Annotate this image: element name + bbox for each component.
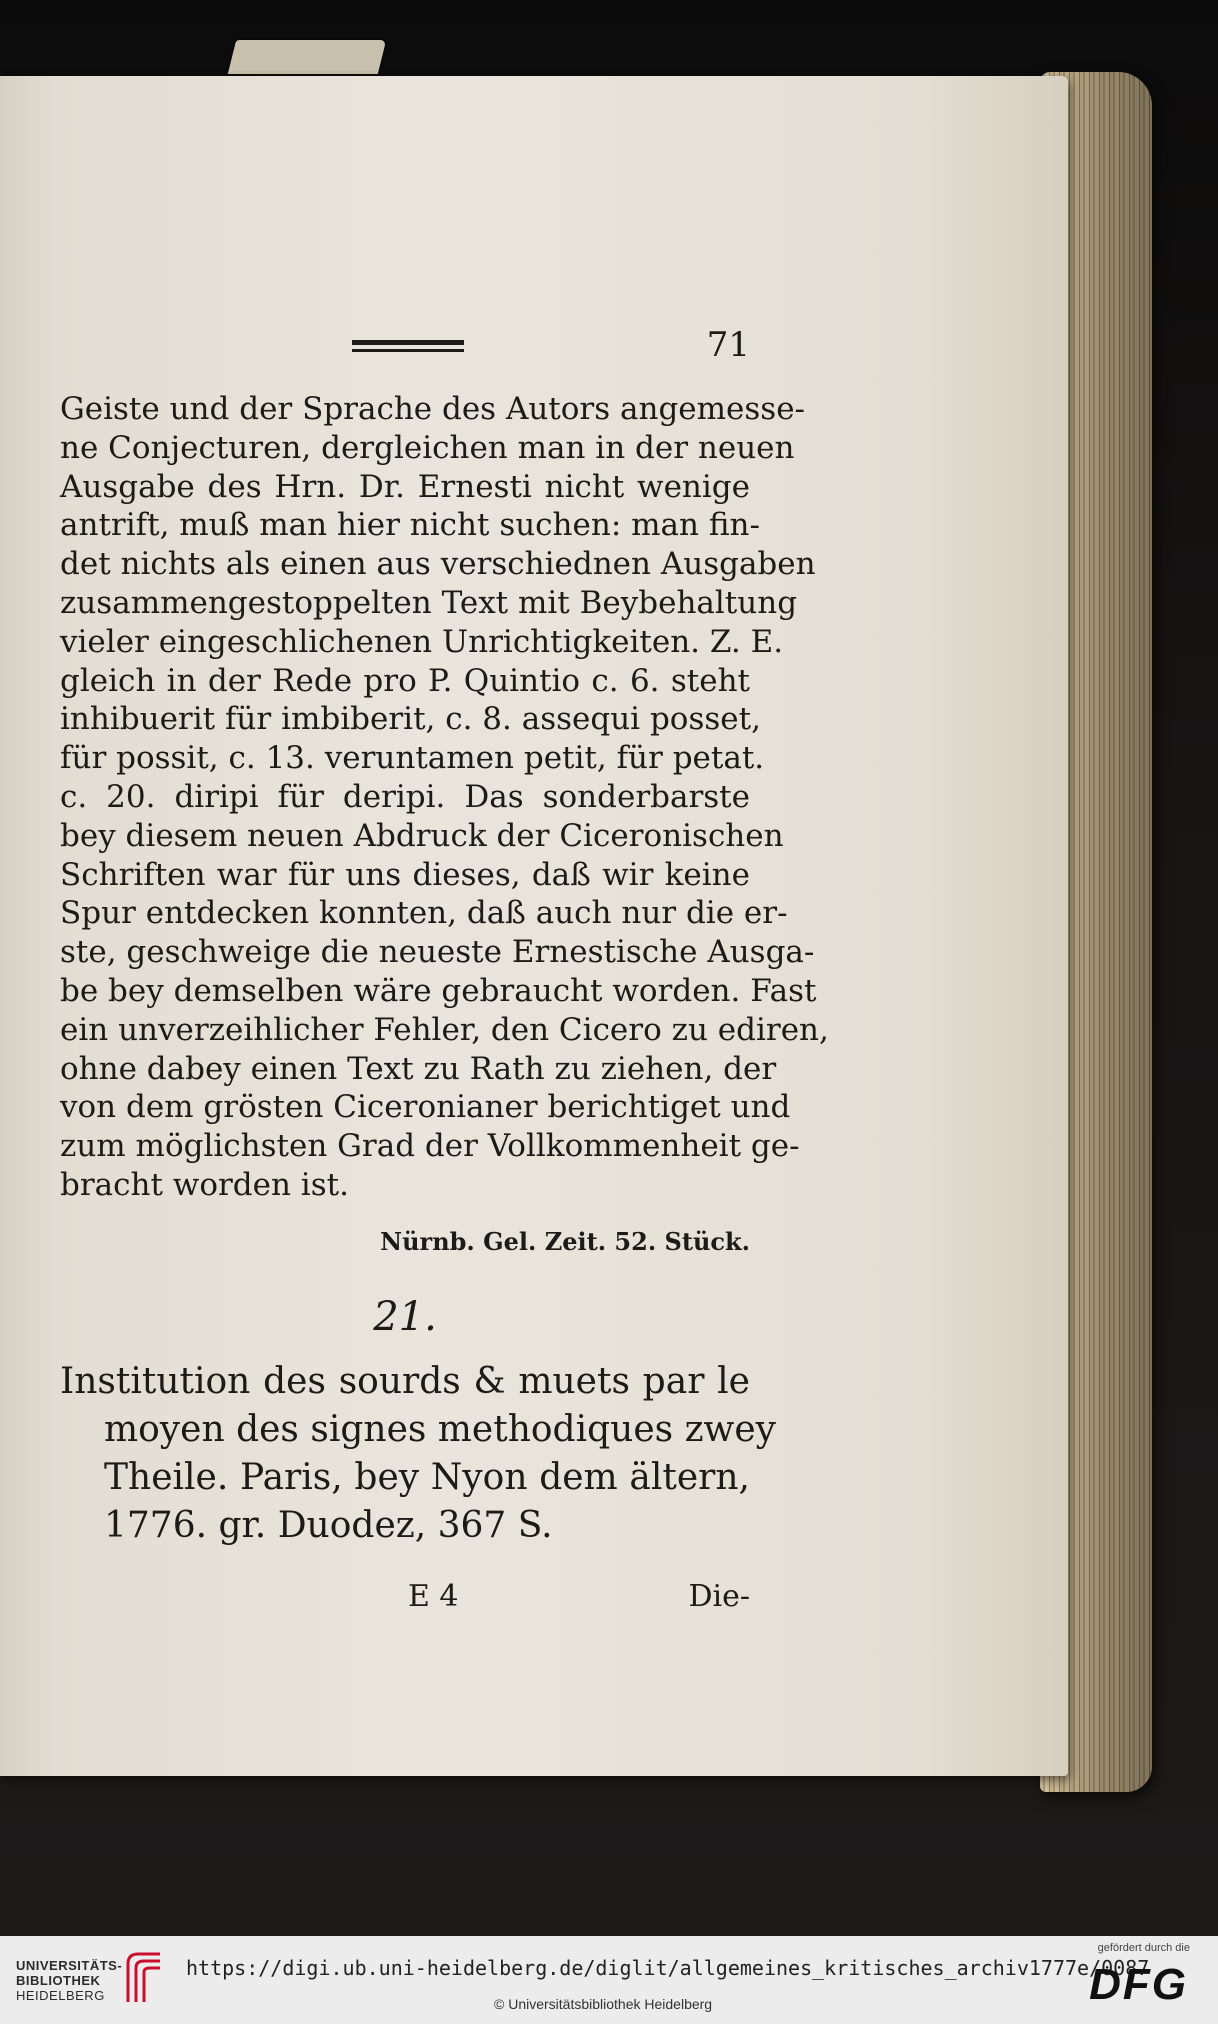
text-line: Spur entdecken konnten, daß auch nur die er- bbox=[60, 895, 788, 932]
page-url-link[interactable]: https://digi.ub.uni-heidelberg.de/diglit/allgemeines_kritisches_archiv1777e/0087 bbox=[186, 1956, 1150, 1980]
text-line: inhibuerit für imbiberit, c. 8. assequi posset, bbox=[60, 701, 761, 738]
entry-title-line: Institution des sourds & muets par le bbox=[60, 1361, 750, 1403]
footer-bar bbox=[0, 1936, 1218, 2024]
catchword: Die- bbox=[688, 1579, 750, 1615]
book-page bbox=[0, 76, 1068, 1776]
dfg-logo[interactable]: DFG bbox=[1089, 1960, 1188, 2009]
head-rule bbox=[352, 340, 464, 352]
text-line: vieler eingeschlichenen Unrichtigkeiten. Z. E. bbox=[60, 623, 784, 660]
library-logo-mark-icon bbox=[124, 1950, 164, 2006]
funding-label: gefördert durch die bbox=[1097, 1942, 1190, 1954]
text-line: bey diesem neuen Abdruck der Ciceronischen bbox=[60, 817, 784, 854]
text-line: von dem grösten Ciceronianer berichtiget und bbox=[60, 1089, 791, 1126]
text-line: ste, geschweige die neueste Ernestische Ausga- bbox=[60, 934, 815, 971]
entry-title-line: Theile. Paris, bey Nyon dem ältern, bbox=[104, 1457, 750, 1499]
text-line: zusammengestoppelten Text mit Beybehaltung bbox=[60, 584, 798, 621]
text-line: Schriften war für uns dieses, daß wir keine bbox=[60, 856, 750, 893]
text-line: c. 20. diripi für deripi. Das sonderbarste bbox=[60, 778, 750, 815]
entry-title-line: 1776. gr. Duodez, 367 S. bbox=[104, 1505, 553, 1547]
running-head bbox=[60, 326, 750, 376]
text-line: ne Conjecturen, dergleichen man in der neuen bbox=[60, 429, 795, 466]
logo-text-line: BIBLIOTHEK bbox=[16, 1973, 101, 1988]
text-line: be bey demselben wäre gebraucht worden. Fast bbox=[60, 972, 817, 1009]
text-line: bracht worden ist. bbox=[60, 1166, 349, 1203]
text-line: gleich in der Rede pro P. Quintio c. 6. steht bbox=[60, 662, 750, 699]
text-line: Geiste und der Sprache des Autors angemesse- bbox=[60, 391, 806, 427]
text-line: Ausgabe des Hrn. Dr. Ernesti nicht wenige bbox=[60, 468, 750, 505]
entry-number: 21. bbox=[373, 1293, 437, 1340]
text-line: det nichts als einen aus verschiednen Ausgaben bbox=[60, 546, 816, 583]
page-number: 71 bbox=[706, 325, 750, 365]
text-line: ein unverzeihlicher Fehler, den Cicero zu ediren, bbox=[60, 1011, 829, 1048]
entry-title-line: moyen des signes methodiques zwey bbox=[104, 1409, 776, 1451]
logo-text-line: HEIDELBERG bbox=[16, 1988, 105, 2003]
text-line: ohne dabey einen Text zu Rath zu ziehen, der bbox=[60, 1050, 777, 1087]
text-line: für possit, c. 13. veruntamen petit, für petat. bbox=[60, 740, 765, 777]
text-line: antrift, muß man hier nicht suchen: man fin- bbox=[60, 507, 760, 544]
copyright-notice: © Universitätsbibliothek Heidelberg bbox=[494, 1996, 713, 2012]
logo-text-line: UNIVERSITÄTS- bbox=[16, 1958, 123, 1973]
signature-mark: E 4 bbox=[408, 1579, 459, 1615]
text-line: zum möglichsten Grad der Vollkommenheit ge- bbox=[60, 1128, 800, 1165]
page-text-block bbox=[60, 325, 829, 1617]
source-citation: Nürnb. Gel. Zeit. 52. Stück. bbox=[380, 1226, 750, 1256]
paper-tab bbox=[228, 40, 386, 74]
page-foot bbox=[60, 1578, 750, 1617]
